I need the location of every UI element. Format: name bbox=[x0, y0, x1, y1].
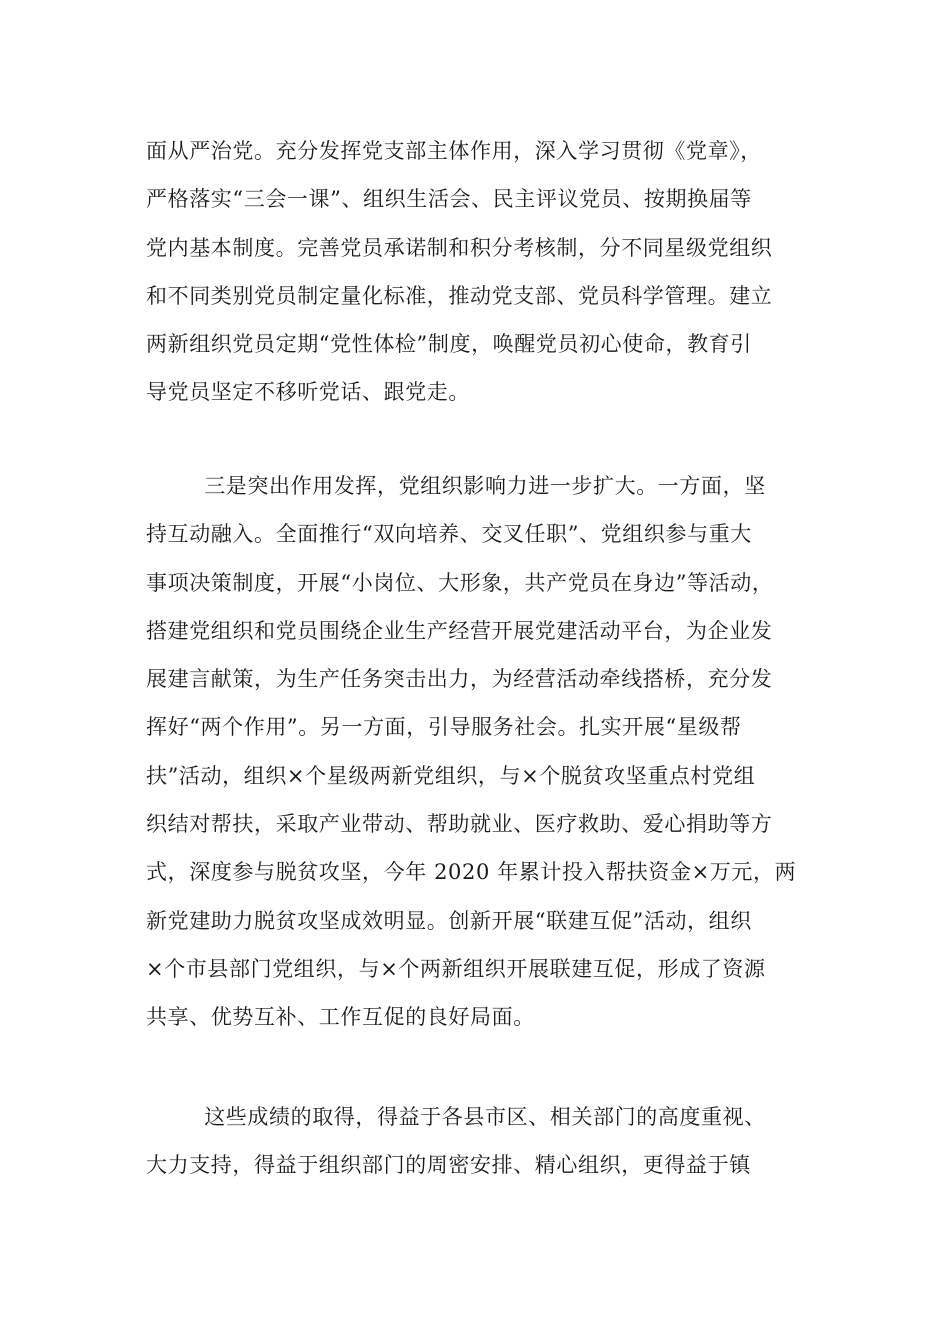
paragraph-line: 这些成绩的取得，得益于各县市区、相关部门的高度重视、 bbox=[146, 1105, 766, 1129]
paragraph-line: 展建言献策，为生产任务突击出力，为经营活动牵线搭桥，充分发 bbox=[146, 667, 773, 692]
paragraph-line: 面从严治党。充分发挥党支部主体作用，深入学习贯彻《党章》， bbox=[146, 139, 762, 163]
paragraph-2 bbox=[146, 462, 826, 1042]
paragraph-line: 导党员坚定不移听党话、跟党走。 bbox=[146, 380, 470, 405]
paragraph-line: 严格落实“三会一课”、组织生活会、民主评议党员、按期换届等 bbox=[146, 187, 752, 212]
paragraph-line: 新党建助力脱贫攻坚成效明显。创新开展“联建互促”活动，组织 bbox=[146, 908, 752, 933]
paragraph-line: 持互动融入。全面推行“双向培养、交叉任职”、党组织参与重大 bbox=[146, 522, 752, 547]
paragraph-3 bbox=[146, 1093, 826, 1190]
paragraph-line: 事项决策制度，开展“小岗位、大形象，共产党员在身边”等活动， bbox=[146, 570, 774, 595]
paragraph-line: 和不同类别党员制定量化标准，推动党支部、党员科学管理。建立 bbox=[146, 283, 773, 308]
paragraph-line: 党内基本制度。完善党员承诺制和积分考核制，分不同星级党组织 bbox=[146, 235, 773, 260]
paragraph-line: 式，深度参与脱贫攻坚，今年 2020 年累计投入帮扶资金×万元，两 bbox=[146, 860, 797, 885]
paragraph-line: 搭建党组织和党员围绕企业生产经营开展党建活动平台，为企业发 bbox=[146, 618, 773, 643]
paragraph-line: 共享、优势互补、工作互促的良好局面。 bbox=[146, 1005, 535, 1030]
paragraph-line: 两新组织党员定期“党性体检”制度，唤醒党员初心使命，教育引 bbox=[146, 332, 752, 357]
paragraph-line: 挥好“两个作用”。另一方面，引导服务社会。扎实开展“星级帮 bbox=[146, 715, 742, 740]
paragraph-line: ×个市县部门党组织，与×个两新组织开展联建互促，形成了资源 bbox=[146, 956, 766, 981]
paragraph-line: 扶”活动，组织×个星级两新党组织，与×个脱贫攻坚重点村党组 bbox=[146, 763, 756, 788]
paragraph-line: 大力支持，得益于组织部门的周密安排、精心组织，更得益于镇 bbox=[146, 1153, 751, 1178]
paragraph-1 bbox=[146, 127, 826, 417]
paragraph-line: 三是突出作用发挥，党组织影响力进一步扩大。一方面，坚 bbox=[146, 474, 766, 498]
paragraph-line: 织结对帮扶，采取产业带动、帮助就业、医疗救助、爱心捐助等方 bbox=[146, 812, 773, 837]
